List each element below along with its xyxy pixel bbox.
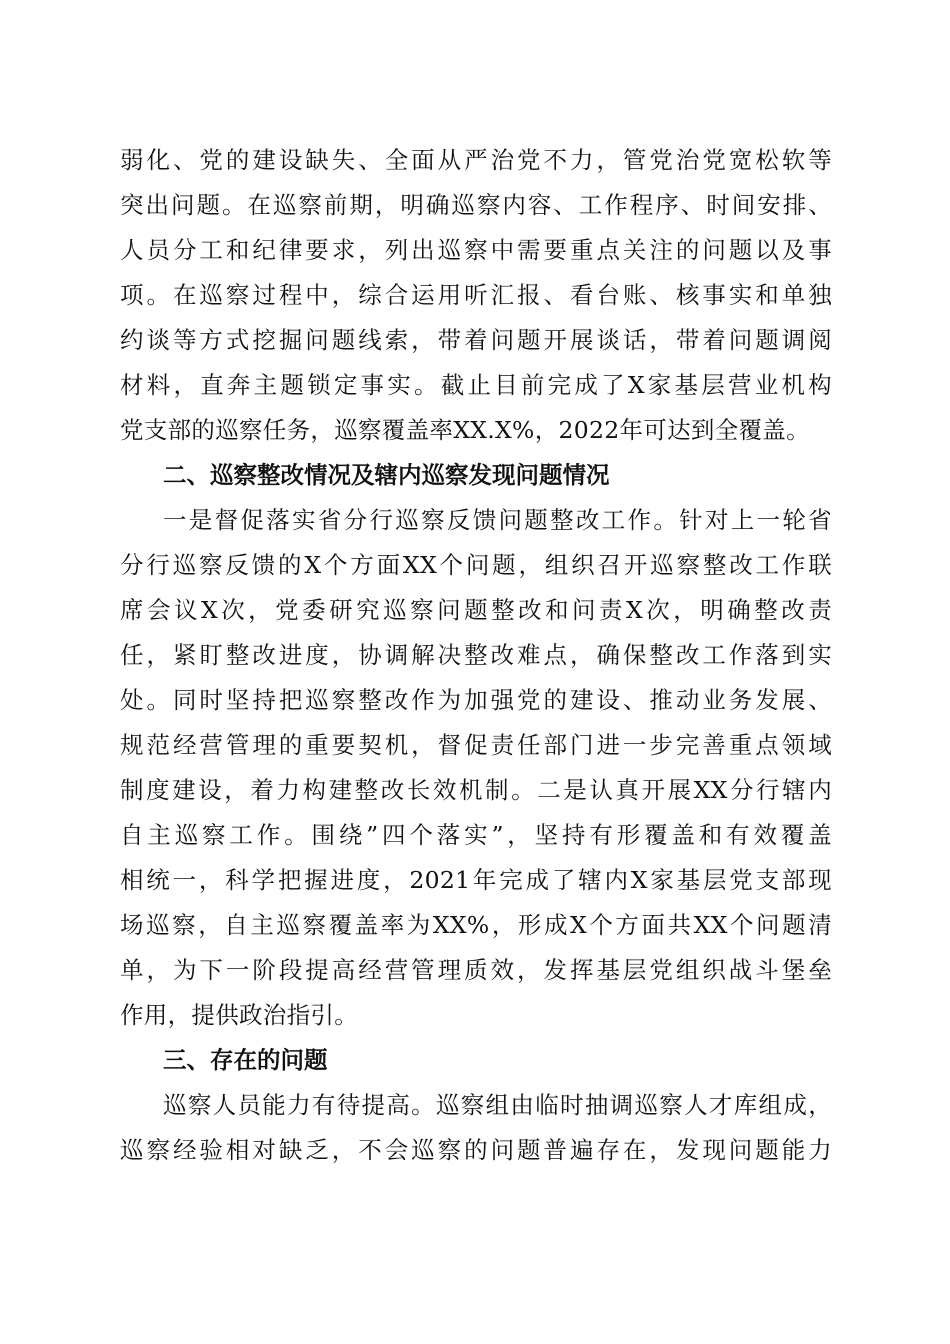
text-line: 处。同时坚持把巡察整改作为加强党的建设、推动业务发展、 (120, 686, 832, 714)
text-line: 约谈等方式挖掘问题线索，带着问题开展谈话，带着问题调阅 (120, 326, 832, 354)
text-line: 单，为下一阶段提高经营管理质效，发挥基层党组织战斗堡垒 (120, 956, 832, 984)
section-heading: 二、巡察整改情况及辖内巡察发现问题情况 (163, 461, 610, 489)
text-line: 制度建设，着力构建整改长效机制。二是认真开展XX分行辖内 (120, 776, 832, 804)
text-line: 弱化、党的建设缺失、全面从严治党不力，管党治党宽松软等 (120, 146, 832, 174)
text-line: 党支部的巡察任务，巡察覆盖率XX.X%，2022年可达到全覆盖。 (120, 416, 810, 444)
text-line: 项。在巡察过程中，综合运用听汇报、看台账、核事实和单独 (120, 281, 832, 309)
text-line: 突出问题。在巡察前期，明确巡察内容、工作程序、时间安排、 (120, 191, 832, 219)
text-line: 巡察人员能力有待提高。巡察组由临时抽调巡察人才库组成， (163, 1091, 832, 1119)
text-line: 材料，直奔主题锁定事实。截止目前完成了X家基层营业机构 (120, 371, 832, 399)
text-line: 规范经营管理的重要契机，督促责任部门进一步完善重点领域 (120, 731, 832, 759)
text-line: 自主巡察工作。围绕”四个落实”，坚持有形覆盖和有效覆盖 (120, 821, 832, 849)
text-line: 分行巡察反馈的X个方面XX个问题，组织召开巡察整改工作联 (120, 551, 832, 579)
text-line: 人员分工和纪律要求，列出巡察中需要重点关注的问题以及事 (120, 236, 832, 264)
text-line: 一是督促落实省分行巡察反馈问题整改工作。针对上一轮省 (163, 506, 832, 534)
text-line: 场巡察，自主巡察覆盖率为XX%，形成X个方面共XX个问题清 (120, 911, 832, 939)
text-line: 相统一，科学把握进度，2021年完成了辖内X家基层党支部现 (120, 866, 832, 894)
text-line: 席会议X次，党委研究巡察问题整改和问责X次，明确整改责 (120, 596, 832, 624)
section-heading: 三、存在的问题 (163, 1046, 328, 1074)
text-line: 巡察经验相对缺乏，不会巡察的问题普遍存在，发现问题能力 (120, 1136, 832, 1164)
text-line: 任，紧盯整改进度，协调解决整改难点，确保整改工作落到实 (120, 641, 832, 669)
text-line: 作用，提供政治指引。 (120, 1001, 358, 1029)
